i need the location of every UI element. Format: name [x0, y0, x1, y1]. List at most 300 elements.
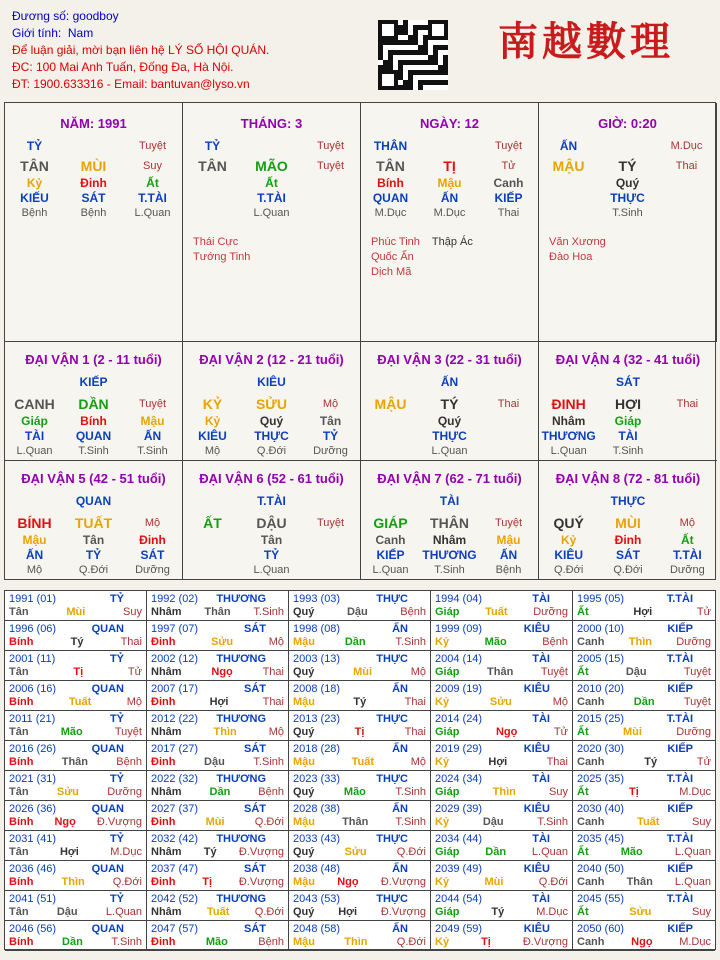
dv-row: [183, 563, 360, 578]
year-stem: Đinh: [151, 876, 176, 888]
year-god: ẤN: [392, 863, 408, 875]
pillar-stage: Tuyệt: [316, 140, 345, 152]
year-branch: Thìn: [213, 726, 237, 738]
year-stem: Ất: [577, 606, 589, 618]
year-stem: Đinh: [151, 936, 176, 948]
dv-h: [658, 414, 717, 429]
year-stage: Thai: [262, 696, 284, 708]
pillar-stem: TÂN: [376, 158, 405, 174]
year-god: SÁT: [244, 923, 266, 935]
dv-row: [5, 513, 182, 533]
note-item: Tướng Tinh: [193, 251, 251, 263]
year-cell: [289, 921, 431, 951]
year-branch: Sửu: [211, 636, 234, 648]
dv-life: Tuyệt: [138, 398, 167, 410]
year-stage: Dưỡng: [107, 786, 142, 798]
year-branch: Mão: [620, 846, 643, 858]
year-bottom: [293, 876, 426, 889]
dv-row: [539, 513, 717, 533]
year-top: [435, 623, 568, 636]
year-top: [435, 863, 568, 876]
year-cell: [5, 921, 147, 951]
dv-row: [5, 414, 182, 429]
year-god: TÀI: [532, 713, 550, 725]
year-god: KIẾP: [667, 683, 693, 695]
year-cell: [573, 591, 715, 621]
year-cell: [573, 681, 715, 711]
year-stem: Tân: [9, 726, 29, 738]
year-cell: [147, 921, 289, 951]
year-branch: Dậu: [56, 906, 78, 918]
dv-row: [361, 444, 538, 459]
year-label: 2018 (28): [293, 743, 341, 755]
pillar-row: [539, 206, 716, 221]
year-bottom: [151, 876, 284, 889]
year-cell: [5, 831, 147, 861]
hidden-stem: Quý: [615, 176, 640, 190]
year-god: ẤN: [392, 683, 408, 695]
year-top: [577, 833, 711, 846]
year-stage: T.Sinh: [395, 816, 426, 828]
year-stage: Tử: [127, 666, 142, 678]
dv-h: Canh: [375, 533, 406, 547]
year-god: T.TÀI: [666, 773, 693, 785]
year-stage: Bệnh: [400, 606, 426, 618]
dv-row: [5, 563, 182, 578]
year-branch: Sửu: [489, 696, 512, 708]
year-cell: [5, 801, 147, 831]
year-label: 2042 (52): [151, 893, 199, 905]
year-god: TỶ: [109, 893, 124, 905]
year-top: [435, 593, 568, 606]
dv-row: [539, 491, 717, 513]
year-bottom: [151, 696, 284, 709]
year-branch: Mùi: [484, 876, 504, 888]
dai-van-4: [539, 341, 717, 460]
year-cell: [289, 711, 431, 741]
year-bottom: [577, 906, 711, 919]
dv-god: THỰC: [610, 494, 646, 508]
year-god: SÁT: [244, 623, 266, 635]
year-stem: Tân: [9, 666, 29, 678]
year-stage: Thai: [546, 756, 568, 768]
pillar-notes: [361, 235, 538, 280]
dai-van-7: [361, 460, 539, 579]
year-branch: Sửu: [56, 786, 79, 798]
dv-g: [361, 429, 420, 444]
year-bottom: [151, 636, 284, 649]
year-branch: Tị: [354, 726, 365, 738]
hidden-stem: [183, 176, 242, 191]
year-cell: [431, 801, 573, 831]
year-branch: Tuất: [485, 606, 508, 618]
year-bottom: [293, 936, 426, 949]
dv-row: [539, 429, 717, 444]
dv-h: Mậu: [496, 533, 521, 547]
year-label: 2049 (59): [435, 923, 483, 935]
dv-row: [361, 513, 538, 533]
year-stage: Thai: [120, 636, 142, 648]
year-stage: M.Dục: [679, 786, 711, 798]
year-stem: Kỷ: [435, 936, 450, 948]
year-stage: T.Sinh: [253, 756, 284, 768]
year-god: ẤN: [392, 743, 408, 755]
year-label: 2025 (35): [577, 773, 625, 785]
year-god: QUAN: [91, 743, 124, 755]
year-cell: [573, 621, 715, 651]
hidden-stem: Kỷ: [26, 176, 43, 190]
year-label: 2040 (50): [577, 863, 625, 875]
dv-row: [5, 533, 182, 548]
year-bottom: [435, 636, 568, 649]
dai-van-6: [183, 460, 361, 579]
year-stage: Tử: [553, 726, 568, 738]
year-bottom: [293, 726, 426, 739]
dv-s: [361, 444, 420, 459]
year-bottom: [9, 846, 142, 859]
hidden-god: SÁT: [81, 191, 106, 205]
pillar-notes: [539, 235, 716, 265]
dv-row: [539, 548, 717, 563]
year-bottom: [293, 696, 426, 709]
year-branch: Hợi: [59, 846, 79, 858]
year-stage: Mộ: [410, 756, 426, 768]
pillar-god: TỶ: [26, 139, 43, 153]
year-god: TỶ: [109, 833, 124, 845]
year-stage: T.Sinh: [253, 606, 284, 618]
dv-h: [301, 533, 360, 548]
year-top: [435, 713, 568, 726]
year-bottom: [577, 696, 711, 709]
hidden-stage: M.Dục: [433, 207, 466, 219]
dai-van-title: ĐẠI VẬN 4 (32 - 41 tuổi): [555, 352, 701, 367]
dai-van-3: [361, 341, 539, 460]
dv-s: L.Quan: [253, 564, 290, 576]
year-label: 1996 (06): [9, 623, 57, 635]
year-stage: T.Sinh: [537, 816, 568, 828]
dv-row: [183, 444, 360, 459]
dv-row: [539, 414, 717, 429]
year-branch: Hợi: [488, 756, 508, 768]
year-label: 2022 (32): [151, 773, 199, 785]
dv-g: TỶ: [263, 548, 280, 562]
dv-row: [539, 394, 717, 414]
note-item: Phúc Tinh: [371, 236, 420, 248]
year-label: 2019 (29): [435, 743, 483, 755]
year-god: ẤN: [392, 803, 408, 815]
dv-g: SÁT: [140, 548, 165, 562]
hidden-stem: Canh: [493, 176, 524, 190]
year-stem: Mậu: [293, 936, 315, 948]
year-bottom: [9, 876, 142, 889]
year-god: THƯƠNG: [216, 833, 266, 845]
year-top: [293, 743, 426, 756]
year-cell: [431, 861, 573, 891]
year-bottom: [577, 816, 711, 829]
year-god: QUAN: [91, 923, 124, 935]
year-stem: Đinh: [151, 816, 176, 828]
year-god: THƯƠNG: [216, 713, 266, 725]
dv-life: Thai: [676, 398, 699, 410]
dv-row: [539, 444, 717, 459]
year-branch: Tị: [73, 666, 84, 678]
dv-h: Đinh: [139, 533, 166, 547]
dv-row: [183, 491, 360, 513]
year-stem: Canh: [577, 756, 605, 768]
dv-empty: [658, 491, 717, 513]
year-god: KIẾP: [667, 743, 693, 755]
dv-god: KIẾP: [79, 375, 108, 389]
hidden-god: QUAN: [372, 191, 409, 205]
pillar-stage: Tuyệt: [494, 140, 523, 152]
note-item: Dịch Mã: [371, 266, 412, 278]
dv-row: [361, 429, 538, 444]
dv-god: T.TÀI: [257, 494, 286, 508]
year-bottom: [577, 756, 711, 769]
year-stage: M.Dục: [679, 936, 711, 948]
dv-s: Mộ: [26, 564, 43, 576]
year-top: [9, 623, 142, 636]
pillar-row: [5, 206, 182, 221]
dv-row: [361, 533, 538, 548]
year-god: KIẾP: [667, 803, 693, 815]
dv-branch: SỬU: [255, 396, 288, 412]
year-label: 2026 (36): [9, 803, 57, 815]
dv-g: TÀI: [24, 429, 45, 443]
year-branch: Hợi: [338, 906, 358, 918]
year-top: [435, 743, 568, 756]
year-stage: Bệnh: [542, 636, 568, 648]
year-label: 2015 (25): [577, 713, 625, 725]
year-branch: Tý: [491, 906, 505, 918]
dv-branch: DẬU: [256, 515, 287, 531]
pillar-row: [5, 176, 182, 191]
dv-life: Mộ: [679, 517, 695, 529]
dv-s: T.Sinh: [78, 445, 109, 457]
year-stem: Nhâm: [151, 606, 182, 618]
year-branch: Mùi: [66, 606, 86, 618]
pillar-row: [5, 191, 182, 206]
year-stem: Quý: [293, 906, 315, 918]
year-god: KIÊU: [523, 923, 550, 935]
year-bottom: [151, 666, 284, 679]
year-top: [577, 683, 711, 696]
dv-empty: [658, 372, 717, 394]
year-stem: Nhâm: [151, 666, 182, 678]
hidden-god: KIẾU: [20, 191, 49, 205]
dv-row: [183, 533, 360, 548]
dv-stem: QUÝ: [553, 515, 584, 531]
year-god: THƯƠNG: [216, 773, 266, 785]
pillar-stem: TÂN: [198, 158, 227, 174]
year-label: 2011 (21): [9, 713, 56, 725]
hidden-stem: Mậu: [437, 176, 462, 190]
year-label: 2030 (40): [577, 803, 625, 815]
year-stem: Bính: [9, 636, 34, 648]
year-top: [577, 863, 711, 876]
year-god: TỶ: [109, 593, 124, 605]
dv-stem: KỶ: [202, 396, 223, 412]
year-cell: [147, 741, 289, 771]
pillar-empty: [420, 136, 479, 156]
year-top: [577, 623, 711, 636]
dv-god: TÀI: [439, 494, 460, 508]
note-item: Thái Cực: [193, 236, 239, 248]
dv-g: [658, 429, 717, 444]
dv-stem: BÍNH: [17, 515, 52, 531]
year-cell: [573, 741, 715, 771]
year-bottom: [9, 696, 142, 709]
hidden-stem: Ất: [146, 176, 159, 190]
dv-empty: [123, 491, 182, 513]
year-stage: Dưỡng: [676, 726, 711, 738]
year-bottom: [435, 816, 568, 829]
dv-row: [539, 533, 717, 548]
year-label: 1991 (01): [9, 593, 57, 605]
year-label: 2020 (30): [577, 743, 625, 755]
year-stage: Đ.Vượng: [380, 906, 426, 918]
year-stage: Dưỡng: [533, 606, 568, 618]
year-cell: [573, 711, 715, 741]
dv-empty: [539, 491, 598, 513]
year-top: [151, 593, 284, 606]
dv-g: KIÊU: [198, 429, 227, 443]
year-stem: Tân: [9, 786, 29, 798]
year-stem: Canh: [577, 816, 605, 828]
year-stage: Suy: [692, 816, 711, 828]
year-branch: Ngọ: [495, 726, 518, 738]
year-stem: Ất: [577, 846, 589, 858]
year-branch: Mùi: [205, 816, 225, 828]
dv-s: Q.Đới: [256, 445, 287, 457]
dai-van-title: ĐẠI VẬN 8 (72 - 81 tuổi): [555, 471, 701, 486]
year-label: 2031 (41): [9, 833, 57, 845]
year-god: TỶ: [109, 713, 124, 725]
year-stage: Suy: [549, 786, 568, 798]
year-stage: T.Sinh: [395, 786, 426, 798]
year-bottom: [9, 816, 142, 829]
dv-empty: [361, 491, 420, 513]
year-label: 2032 (42): [151, 833, 199, 845]
year-stem: Nhâm: [151, 726, 182, 738]
hidden-stage: L.Quan: [134, 207, 171, 219]
year-cell: [431, 921, 573, 951]
dv-h: Tân: [260, 533, 283, 547]
dv-h: Giáp: [21, 414, 48, 428]
year-stage: Tuyệt: [540, 666, 568, 678]
dai-van-2: [183, 341, 361, 460]
year-stage: Đ.Vượng: [238, 876, 284, 888]
year-branch: Sửu: [344, 846, 367, 858]
year-cell: [289, 891, 431, 921]
dv-s: L.Quan: [431, 445, 468, 457]
dv-row: [5, 372, 182, 394]
year-god: SÁT: [244, 743, 266, 755]
year-stem: Mậu: [293, 816, 315, 828]
year-god: QUAN: [91, 863, 124, 875]
hidden-stage: Bệnh: [21, 207, 48, 219]
year-label: 1992 (02): [151, 593, 199, 605]
year-top: [9, 803, 142, 816]
pillar-empty: [242, 136, 301, 156]
pillar-row: [183, 191, 360, 206]
year-cell: [573, 861, 715, 891]
pillar-life: Thai: [675, 160, 698, 172]
dv-empty: [479, 372, 538, 394]
year-god: KIẾP: [667, 623, 693, 635]
year-god: TÀI: [532, 773, 550, 785]
year-stem: Canh: [577, 636, 605, 648]
year-god: ẤN: [392, 623, 408, 635]
pillar-branch: TỊ: [443, 158, 456, 174]
year-stem: Quý: [293, 846, 315, 858]
year-top: [9, 923, 142, 936]
dv-row: [5, 429, 182, 444]
hidden-god: T.TÀI: [138, 191, 167, 205]
dv-h: Bính: [80, 414, 107, 428]
year-top: [9, 833, 142, 846]
dv-h: [183, 533, 242, 548]
pillar-row: [5, 156, 182, 176]
year-bottom: [9, 666, 142, 679]
year-stage: Mộ: [552, 696, 568, 708]
dv-s: [479, 444, 538, 459]
year-god: THƯƠNG: [216, 893, 266, 905]
notes-wrap: [371, 235, 528, 280]
contact-line: Để luận giải, mời bạn liên hệ LÝ SỐ HỘI QUÁN.: [12, 43, 270, 57]
year-branch: Thân: [342, 816, 369, 828]
pillar-empty: [598, 136, 657, 156]
year-cell: [289, 861, 431, 891]
year-god: THỰC: [376, 713, 408, 725]
year-stem: Quý: [293, 726, 315, 738]
dai-van-5: [5, 460, 183, 579]
dai-van-title: ĐẠI VẬN 5 (42 - 51 tuổi): [21, 471, 166, 486]
year-cell: [289, 681, 431, 711]
dv-h: Ất: [680, 533, 694, 547]
year-top: [293, 653, 426, 666]
pillar-row: [539, 176, 716, 191]
year-label: 2008 (18): [293, 683, 341, 695]
qr-code: [378, 20, 448, 90]
year-top: [151, 893, 284, 906]
year-stage: Q.Đới: [254, 906, 284, 918]
year-branch: Tuất: [206, 906, 230, 918]
dv-god: QUAN: [75, 494, 112, 508]
year-stem: Mậu: [293, 756, 315, 768]
year-top: [293, 713, 426, 726]
pillar-god: ẤN: [559, 139, 578, 153]
year-branch: Ngọ: [211, 666, 233, 678]
year-branch: Mùi: [622, 726, 642, 738]
year-label: 2001 (11): [9, 653, 56, 665]
year-top: [577, 893, 711, 906]
year-stage: Bệnh: [258, 936, 284, 948]
year-branch: Dần: [344, 636, 366, 648]
year-stage: Tử: [696, 756, 711, 768]
year-label: 2023 (33): [293, 773, 341, 785]
year-cell: [431, 741, 573, 771]
notes-right: Thập Ác: [431, 236, 473, 248]
logo: [498, 10, 674, 67]
year-god: TÀI: [532, 653, 550, 665]
hidden-god: THỰC: [610, 191, 645, 205]
year-stem: Bính: [9, 816, 34, 828]
year-cell: [5, 891, 147, 921]
year-cell: [147, 591, 289, 621]
year-branch: Tuất: [351, 756, 375, 768]
year-cell: [147, 651, 289, 681]
